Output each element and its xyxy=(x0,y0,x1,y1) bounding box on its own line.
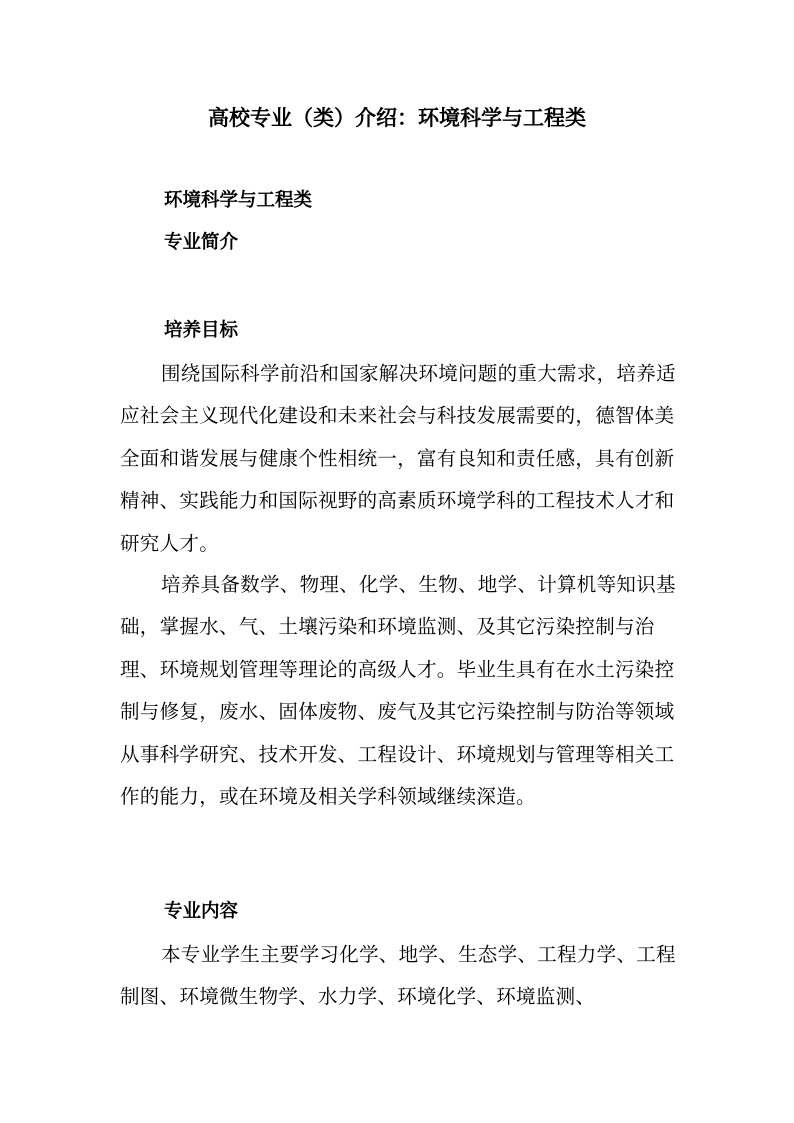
paragraph-goals-2: 培养具备数学、物理、化学、生物、地学、计算机等知识基础，掌握水、气、土壤污染和环境监测、及其它污染控制与治理、环境规划管理等理论的高级人才。毕业生具有在水土污染控制与修复，废水、固体废物、废气及其它污染控制与防治等领域从事科学研究、技术开发、工程设计、环境规划与管理等相关工作的能力，或在环境及相关学科领域继续深造。 xyxy=(120,573,676,809)
intro-heading: 专业简介 xyxy=(164,232,239,253)
section-heading-content: 专业内容 xyxy=(164,901,239,922)
section-heading-goals: 培养目标 xyxy=(164,320,239,341)
category-heading: 环境科学与工程类 xyxy=(164,190,313,211)
paragraph-goals-1: 围绕国际科学前沿和国家解决环境问题的重大需求，培养适应社会主义现代化建设和未来社会与科技发展需要的，德智体美全面和谐发展与健康个性相统一，富有良知和责任感，具有创新精神、实践能力和国际视野的高素质环境学科的工程技术人才和研究人才。 xyxy=(120,362,676,555)
document-title: 高校专业（类）介绍：环境科学与工程类 xyxy=(208,106,586,130)
paragraph-content-1: 本专业学生主要学习化学、地学、生态学、工程力学、工程制图、环境微生物学、水力学、环境化学、环境监测、 xyxy=(120,943,676,1009)
